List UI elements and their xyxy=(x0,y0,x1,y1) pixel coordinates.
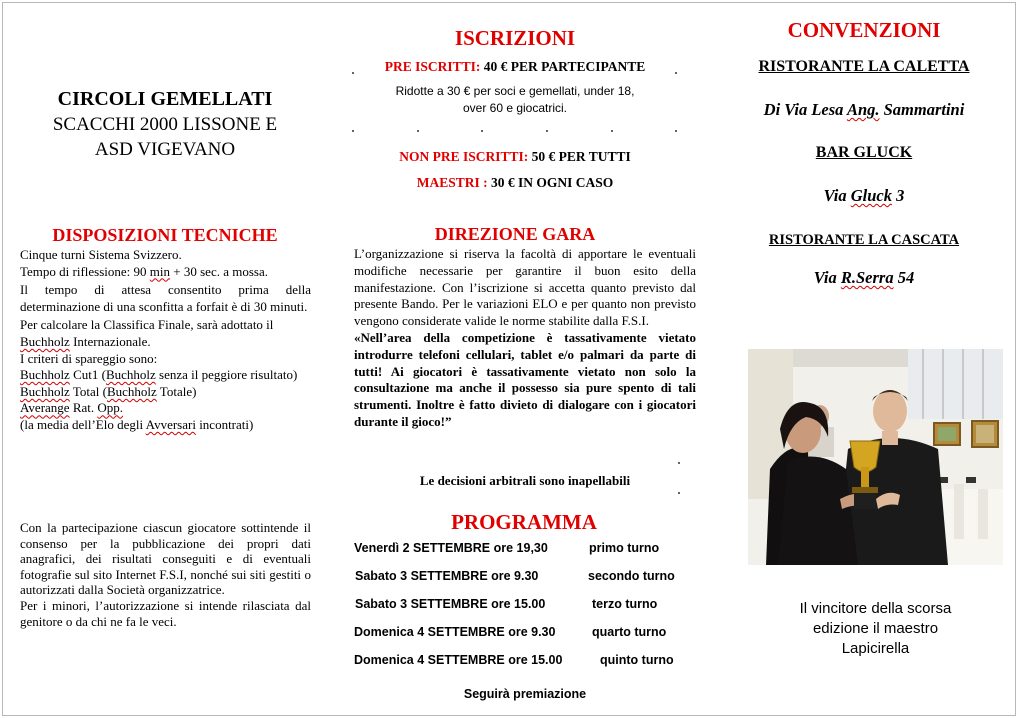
dot-mark xyxy=(678,492,680,494)
bar-name: BAR GLUCK xyxy=(815,144,913,161)
reduced-line-2: over 60 e giocatrici. xyxy=(462,101,568,115)
photo-caption xyxy=(748,599,1003,659)
tech-line-5: I criteri di spareggio sono: xyxy=(20,350,158,366)
restaurant-2-name: RISTORANTE LA CASCATA xyxy=(768,232,960,248)
dot-mark xyxy=(611,130,613,132)
restaurant-2-address: Via R.Serra 54 xyxy=(813,268,915,287)
tech-line-4: Per calcolare la Classifica Finale, sarà adottato il Buchholz Internazionale. xyxy=(20,317,274,349)
tech-line-8: Averange Rat. Opp. xyxy=(20,400,124,416)
rules-text: «Nell’area della competizione è tassativamente vietato introdurre telefoni cellulari, tablet e/o palmari da parte di tutti! Ai giocatori è tassativamente vietato non solo la consultazione ma anche il possesso sia pure spento di tali strumenti. Inoltre è fatto divieto di dialogare con i giocatori durante il gioco!” xyxy=(354,329,696,429)
tech-line-9: (la media dell’Elo degli Avversari incontrati) xyxy=(20,416,254,432)
dot-mark xyxy=(546,130,548,132)
schedule-round: secondo turno xyxy=(588,569,675,583)
restaurant-1-name: RISTORANTE LA CALETTA xyxy=(758,58,970,75)
left-title-block xyxy=(20,86,310,162)
left-subtitle-line2: ASD VIGEVANO xyxy=(94,139,236,160)
dot-mark xyxy=(352,130,354,132)
decisions-text: Le decisioni arbitrali sono inapellabili xyxy=(419,473,631,488)
schedule-item xyxy=(354,625,699,653)
schedule-item xyxy=(354,541,699,569)
caption-line-2: edizione il maestro xyxy=(812,620,939,637)
schedule-day: Domenica 4 SETTEMBRE ore 9.30 xyxy=(354,625,556,639)
dot-mark xyxy=(481,130,483,132)
schedule-item xyxy=(354,569,699,597)
schedule-round: primo turno xyxy=(589,541,660,555)
schedule-day: Sabato 3 SETTEMBRE ore 9.30 xyxy=(355,569,539,583)
tech-section xyxy=(20,247,311,434)
tech-line-6: Buchholz Cut1 (Buchholz senza il peggiore risultato) xyxy=(20,367,298,383)
schedule-round: quarto turno xyxy=(592,625,667,639)
pre-iscritti-line: PRE ISCRITTI: 40 € PER PARTECIPANTE xyxy=(384,59,646,74)
dot-mark xyxy=(675,72,677,74)
dot-mark xyxy=(675,130,677,132)
iscrizioni-heading: ISCRIZIONI xyxy=(454,26,576,50)
left-title: CIRCOLI GEMELLATI xyxy=(57,88,273,110)
direzione-section xyxy=(354,246,696,431)
consent-text: Con la partecipazione ciascun giocatore sottintende il consenso per la pubblicazione dei propri dati anagrafici, dei risultati conseguiti e di eventuali fotografie sul sito Internet F.S.I, nonché sui siti gestiti o autorizzati dalla Società organizzatrice. xyxy=(20,520,311,598)
minors-text: Per i minori, l’autorizzazione si intende rilasciata dal genitore o da chi ne fa le veci. xyxy=(20,597,311,629)
tech-line-7: Buchholz Total (Buchholz Totale) xyxy=(20,383,197,399)
tech-line-3: Il tempo di attesa consentito prima della determinazione di una sconfitta a forfait è di 30 minuti. xyxy=(20,282,311,314)
tech-heading: DISPOSIZIONI TECNICHE xyxy=(52,225,278,245)
schedule-list xyxy=(354,541,699,681)
direzione-text: L’organizzazione si riserva la facoltà di apportare le eventuali modifiche necessarie per garantire il buon esito della manifestazione. Con l’iscrizione si accetta quanto previsto dal presente Bando. Per le variazioni ELO e per quanto non previsto vengono considerate valide le norme stabilite dalla F.S.I. xyxy=(354,246,696,329)
consent-section xyxy=(20,520,311,629)
convenzioni-heading: CONVENZIONI xyxy=(787,18,941,42)
awards-text: Seguirà premiazione xyxy=(463,687,587,701)
bar-address: Via Gluck 3 xyxy=(823,186,905,205)
programma-heading: PROGRAMMA xyxy=(451,510,597,534)
winner-photo xyxy=(748,349,1003,565)
schedule-round: quinto turno xyxy=(600,653,674,667)
caption-line-1: Il vincitore della scorsa xyxy=(799,600,952,617)
winner-photo-illustration xyxy=(748,349,1003,565)
dot-mark xyxy=(352,72,354,74)
schedule-day: Venerdì 2 SETTEMBRE ore 19,30 xyxy=(354,541,548,555)
left-subtitle-line1: SCACCHI 2000 LISSONE E xyxy=(52,114,278,135)
direzione-heading: DIREZIONE GARA xyxy=(434,224,596,244)
reduced-fees xyxy=(353,83,677,117)
reduced-line-1: Ridotte a 30 € per soci e gemellati, under 18, xyxy=(395,84,635,98)
caption-line-3: Lapicirella xyxy=(841,640,910,657)
restaurant-1-address: Di Via Lesa Ang. Sammartini xyxy=(763,100,965,119)
schedule-day: Sabato 3 SETTEMBRE ore 15.00 xyxy=(355,597,546,611)
schedule-item xyxy=(354,653,699,681)
maestri-line: MAESTRI : 30 € IN OGNI CASO xyxy=(416,175,614,190)
tech-line-1: Cinque turni Sistema Svizzero. xyxy=(20,247,182,262)
dot-mark xyxy=(678,462,680,464)
schedule-day: Domenica 4 SETTEMBRE ore 15.00 xyxy=(354,653,563,667)
schedule-round: terzo turno xyxy=(592,597,658,611)
dot-mark xyxy=(417,130,419,132)
tech-line-2: Tempo di riflessione: 90 min + 30 sec. a mossa. xyxy=(20,263,268,279)
schedule-item xyxy=(354,597,699,625)
non-pre-iscritti-line: NON PRE ISCRITTI: 50 € PER TUTTI xyxy=(399,149,631,164)
